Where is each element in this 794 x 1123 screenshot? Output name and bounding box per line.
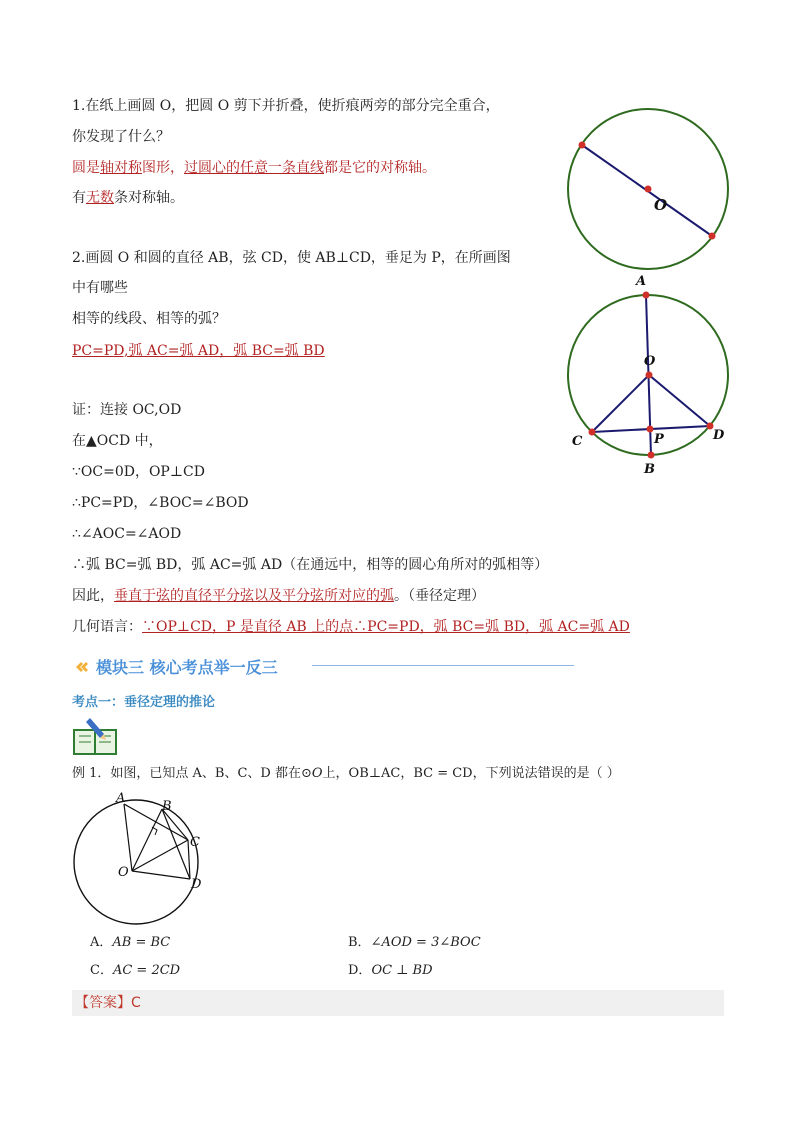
p1-line3-c: 图形， [142,160,184,176]
kaodian-title: 考点一：垂径定理的推论 [72,695,216,710]
label-p: P [654,432,664,447]
chord-bd [162,809,190,879]
p1-line4-b: 无数 [86,190,114,206]
section-rule [312,665,574,666]
answer [75,993,141,1013]
p1-line4-c: 条对称轴。 [114,190,184,206]
point-c [589,429,596,436]
point-a [643,292,650,299]
option-c[interactable] [90,962,180,980]
option-b-text: ∠AOD = 3∠BOC [370,935,481,950]
section-title-text: 模块三 核心考点举一反三 [96,658,278,677]
point-p [647,426,654,433]
option-a-text: AB = BC [112,935,171,950]
proof-line7-c: 。（垂径定理） [394,588,485,604]
answer-label: 【答案】 [75,995,131,1011]
option-c-label: C． [90,963,113,978]
book-pencil-icon [72,718,118,756]
proof-line8-b: ∵OP⊥CD，P 是直径 AB 上的点∴PC=PD，弧 BC=弧 BD，弧 AC=弧 AD [142,619,630,635]
segment-oc [132,840,188,871]
figure-circle-diameter [560,105,740,275]
option-d[interactable] [348,962,433,980]
proof-line8 [72,617,630,637]
option-b-label: B． [348,935,371,950]
p1-line3-d: 过圆心的任意一条直线 [184,160,324,176]
p1-line3-b: 轴对称 [100,160,142,176]
label-o: O [644,354,656,369]
example-stem-circle: ⊙O [300,766,323,781]
p2-answer: PC=PD,弧 AC=弧 AD，弧 BC=弧 BD [72,343,325,359]
example-stem-b: 上，OB⊥AC，BC = CD，下列说法错误的是（ ） [322,766,620,781]
proof-line6: ∴弧 BC=弧 BD，弧 AC=弧 AD（在通远中，相等的圆心角所对的弧相等） [72,557,549,573]
section-title [74,655,278,678]
label-a: A [636,274,647,289]
proof-line5: ∴∠AOC=∠AOD [72,526,182,542]
p1-line4-a: 有 [72,190,86,206]
diameter-end-point [579,142,586,149]
proof-line7-a: 因此， [72,588,114,604]
proof-line3: ∵OC=0D，OP⊥CD [72,464,205,480]
example-stem [72,764,620,784]
p1-line3 [72,158,436,178]
point-o [646,372,653,379]
option-b[interactable] [348,934,481,952]
label-d: D [713,428,725,443]
proof-line7-b: 垂直于弦的直径平分弦以及平分弦所对应的弧 [114,588,394,604]
answer-value: C [131,995,141,1011]
p1-line3-a: 圆是 [72,160,100,176]
proof-line2: 在▲OCD 中， [72,433,163,449]
proof-line1: 证：连接 OC,OD [72,402,182,418]
segment-oa [124,804,132,871]
option-c-text: AC = 2CD [112,963,181,978]
label-b: B [644,462,655,477]
figure-perpendicular-diameter [560,272,740,482]
p1-line2: 你发现了什么？ [72,129,170,145]
p1-line3-e: 都是它的对称轴。 [324,160,436,176]
option-d-label: D． [348,963,372,978]
label-b: B [162,799,172,814]
diamond-chevron-icon [74,658,90,677]
option-a-label: A． [90,935,113,950]
label-a: A [116,791,126,806]
p2-line1: 2.画圆 O 和圆的直径 AB，弦 CD，使 AB⊥CD，垂足为 P，在所画图 [72,250,511,266]
p1-line1: 1.在纸上画圆 O，把圆 O 剪下并折叠，使折痕两旁的部分完全重合， [72,98,500,114]
center-point [645,186,652,193]
option-a[interactable] [90,934,170,952]
option-d-text: OC ⊥ BD [371,963,433,978]
figure-example-circle [64,790,224,930]
proof-line8-a: 几何语言： [72,619,142,635]
label-o: O [118,865,129,880]
chord-ac [124,804,188,840]
segment-od [649,375,710,426]
label-c: C [572,434,583,449]
p2-line2: 中有哪些 [72,280,128,296]
diameter-end-point [709,233,716,240]
label-d: D [191,877,202,892]
point-b [648,452,655,459]
example-stem-a: 例 1．如图，已知点 A、B、C、D 都在 [72,766,301,781]
p1-line4 [72,188,184,208]
proof-line7 [72,586,485,606]
segment-oc [592,375,649,432]
answer-bar [72,990,724,1016]
label-c: C [190,835,200,850]
p2-line3: 相等的线段、相等的弧？ [72,311,226,327]
segment-ob [132,809,162,871]
label-o: O [654,196,668,214]
proof-line4: ∴PC=PD，∠BOC=∠BOD [72,495,249,511]
segment-od [132,871,190,879]
